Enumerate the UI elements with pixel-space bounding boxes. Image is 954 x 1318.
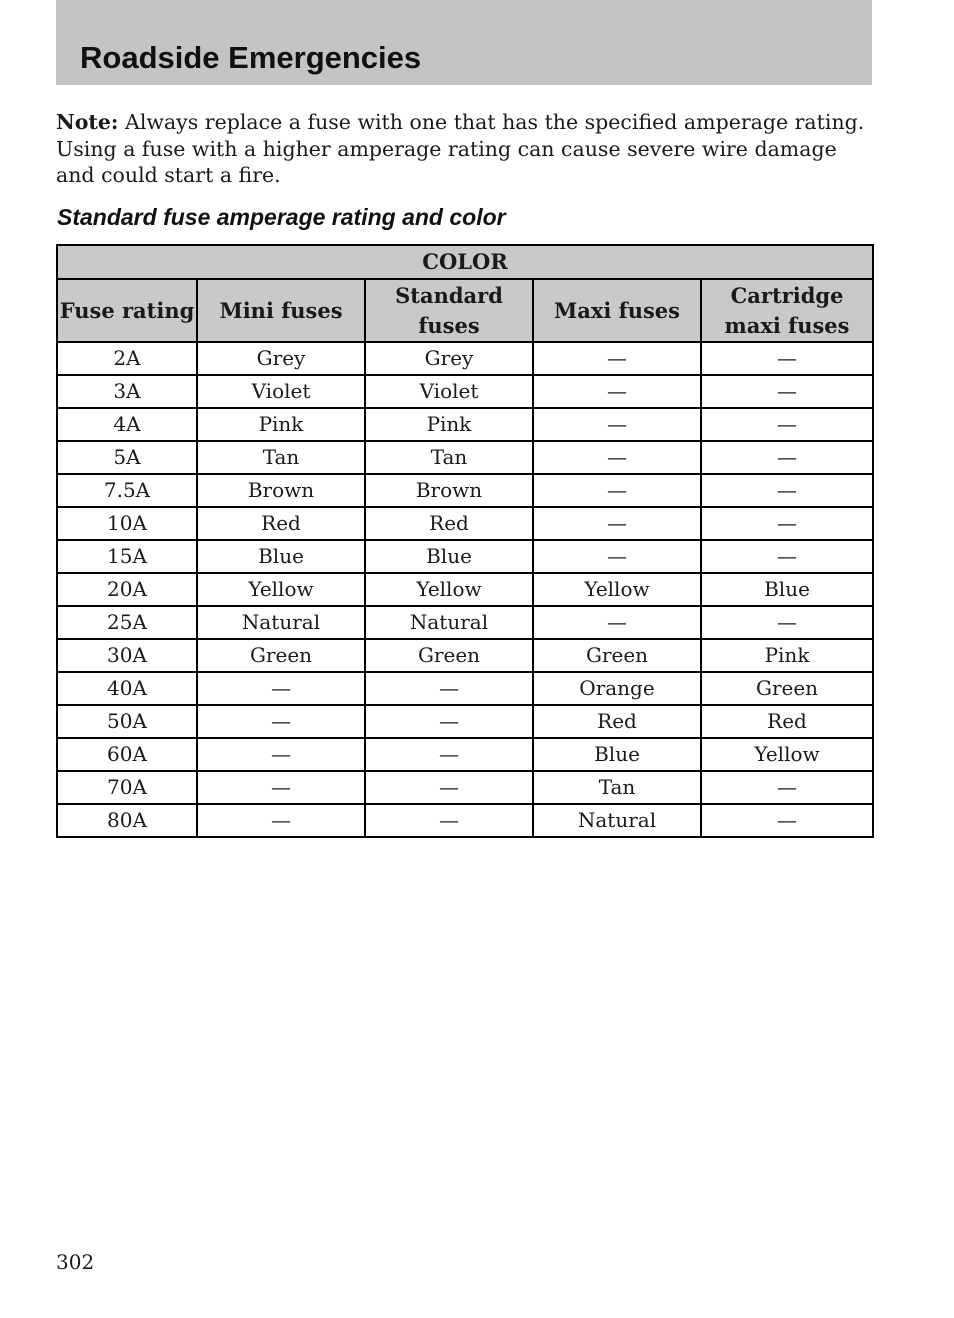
table-cell: Grey bbox=[197, 342, 365, 375]
table-cell: — bbox=[533, 408, 701, 441]
table-cell: Brown bbox=[197, 474, 365, 507]
column-header-mini-fuses: Mini fuses bbox=[197, 279, 365, 342]
table-cell: — bbox=[701, 375, 873, 408]
warning-note bbox=[56, 109, 876, 189]
table-cell: 60A bbox=[57, 738, 197, 771]
table-cell: — bbox=[197, 771, 365, 804]
table-cell: Pink bbox=[197, 408, 365, 441]
table-row bbox=[57, 771, 873, 804]
table-cell: — bbox=[365, 771, 533, 804]
table-cell: 30A bbox=[57, 639, 197, 672]
table-cell: — bbox=[197, 804, 365, 837]
table-cell: — bbox=[701, 474, 873, 507]
table-cell: Tan bbox=[197, 441, 365, 474]
table-cell: Natural bbox=[197, 606, 365, 639]
table-cell: 7.5A bbox=[57, 474, 197, 507]
column-header-fuse-rating: Fuse rating bbox=[57, 279, 197, 342]
table-cell: — bbox=[197, 705, 365, 738]
table-cell: 80A bbox=[57, 804, 197, 837]
table-cell: Blue bbox=[365, 540, 533, 573]
table-cell: Blue bbox=[197, 540, 365, 573]
table-cell: Grey bbox=[365, 342, 533, 375]
section-header-band bbox=[56, 0, 872, 85]
table-row bbox=[57, 507, 873, 540]
table-row bbox=[57, 573, 873, 606]
table-cell: 20A bbox=[57, 573, 197, 606]
column-header-maxi-fuses: Maxi fuses bbox=[533, 279, 701, 342]
table-cell: — bbox=[533, 606, 701, 639]
note-text: Always replace a fuse with one that has the specified amperage rating. Using a fuse with a higher amperage rating can cause severe wire damage and could start a fire. bbox=[56, 110, 865, 187]
table-cell: — bbox=[533, 540, 701, 573]
table-cell: Blue bbox=[533, 738, 701, 771]
column-header-cartridge-maxi-fuses: Cartridge maxi fuses bbox=[701, 279, 873, 342]
table-cell: — bbox=[533, 342, 701, 375]
table-cell: Yellow bbox=[365, 573, 533, 606]
table-cell: Blue bbox=[701, 573, 873, 606]
table-column-header-row bbox=[57, 279, 873, 342]
table-cell: Natural bbox=[533, 804, 701, 837]
table-cell: — bbox=[533, 441, 701, 474]
table-title: Standard fuse amperage rating and color bbox=[57, 204, 506, 230]
table-cell: Violet bbox=[197, 375, 365, 408]
table-cell: Tan bbox=[533, 771, 701, 804]
page-number: 302 bbox=[56, 1250, 95, 1274]
table-cell: — bbox=[701, 540, 873, 573]
table-row bbox=[57, 639, 873, 672]
table-group-header-row bbox=[57, 245, 873, 279]
table-cell: — bbox=[197, 738, 365, 771]
table-cell: Pink bbox=[701, 639, 873, 672]
table-cell: — bbox=[701, 441, 873, 474]
column-header-standard-fuses: Standard fuses bbox=[365, 279, 533, 342]
table-row bbox=[57, 738, 873, 771]
section-title: Roadside Emergencies bbox=[80, 40, 422, 75]
table-cell: Red bbox=[533, 705, 701, 738]
table-cell: 15A bbox=[57, 540, 197, 573]
table-row bbox=[57, 606, 873, 639]
table-cell: 50A bbox=[57, 705, 197, 738]
table-row bbox=[57, 342, 873, 375]
table-cell: 3A bbox=[57, 375, 197, 408]
table-cell: Green bbox=[197, 639, 365, 672]
table-cell: Red bbox=[197, 507, 365, 540]
table-cell: 40A bbox=[57, 672, 197, 705]
table-row bbox=[57, 474, 873, 507]
table-row bbox=[57, 375, 873, 408]
table-cell: Yellow bbox=[533, 573, 701, 606]
table-cell: — bbox=[365, 705, 533, 738]
table-cell: — bbox=[365, 738, 533, 771]
table-cell: Orange bbox=[533, 672, 701, 705]
table-cell: Red bbox=[701, 705, 873, 738]
table-cell: — bbox=[533, 474, 701, 507]
table-cell: Yellow bbox=[197, 573, 365, 606]
table-row bbox=[57, 705, 873, 738]
table-cell: Pink bbox=[365, 408, 533, 441]
fuse-rating-table bbox=[56, 244, 874, 838]
table-cell: Green bbox=[701, 672, 873, 705]
table-cell: — bbox=[533, 375, 701, 408]
table-cell: 25A bbox=[57, 606, 197, 639]
table-cell: Violet bbox=[365, 375, 533, 408]
table-row bbox=[57, 540, 873, 573]
table-cell: — bbox=[701, 804, 873, 837]
table-cell: Green bbox=[533, 639, 701, 672]
table-cell: — bbox=[365, 672, 533, 705]
table-row bbox=[57, 804, 873, 837]
table-cell: — bbox=[701, 771, 873, 804]
table-cell: 2A bbox=[57, 342, 197, 375]
table-cell: — bbox=[701, 606, 873, 639]
table-cell: Red bbox=[365, 507, 533, 540]
table-cell: — bbox=[197, 672, 365, 705]
table-cell: 5A bbox=[57, 441, 197, 474]
table-cell: — bbox=[701, 408, 873, 441]
table-cell: — bbox=[533, 507, 701, 540]
table-row bbox=[57, 672, 873, 705]
table-cell: Tan bbox=[365, 441, 533, 474]
note-label: Note: bbox=[56, 110, 119, 134]
color-group-header: COLOR bbox=[57, 245, 873, 279]
table-cell: — bbox=[701, 342, 873, 375]
table-body bbox=[57, 342, 873, 837]
table-row bbox=[57, 408, 873, 441]
table-cell: Green bbox=[365, 639, 533, 672]
table-cell: 10A bbox=[57, 507, 197, 540]
table-cell: — bbox=[365, 804, 533, 837]
table-cell: — bbox=[701, 507, 873, 540]
table-cell: Brown bbox=[365, 474, 533, 507]
table-cell: Yellow bbox=[701, 738, 873, 771]
table-cell: Natural bbox=[365, 606, 533, 639]
table-cell: 70A bbox=[57, 771, 197, 804]
table-row bbox=[57, 441, 873, 474]
table-cell: 4A bbox=[57, 408, 197, 441]
